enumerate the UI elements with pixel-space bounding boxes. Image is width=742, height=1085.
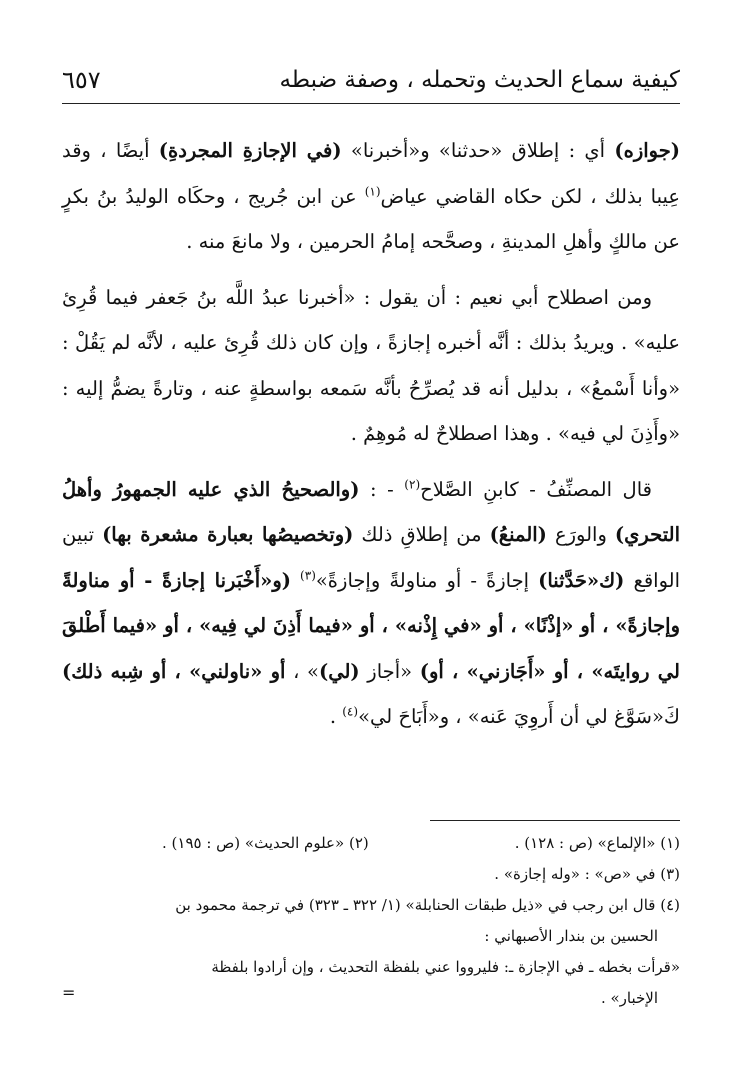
matn-text: (جوازه) <box>614 139 681 162</box>
commentary-text: أي : إطلاق «حدثنا» و«أخبرنا» <box>341 139 615 162</box>
continuation-mark: = <box>62 983 76 1002</box>
header-rule <box>62 103 680 104</box>
matn-text: (لي) <box>318 659 360 683</box>
commentary-text: . <box>329 705 343 728</box>
paragraph-2 <box>62 275 680 457</box>
paragraph-1 <box>62 128 680 265</box>
matn-text: (في الإجازةِ المجردةِ) <box>158 139 342 162</box>
page-header <box>62 60 680 100</box>
footnote-ref: (٣) <box>300 568 316 582</box>
main-text <box>62 128 680 750</box>
footnote-2: (٢) «علوم الحديث» (ص : ١٩٥) . <box>162 834 369 852</box>
matn-text: (والصحيحُ الذي عليه الجمهورُ وأهلُ التحري) <box>62 477 680 546</box>
commentary-text: أيضًا ، وقد عِيبا بذلك ، لكن حكاه القاضي عياض <box>62 139 680 208</box>
footnote-fn3: (٣) في «ص» : «وله إجازة» . <box>494 865 680 883</box>
commentary-text: من إطلاقِ ذلك <box>353 523 490 546</box>
commentary-text: ومن اصطلاح أبي نعيم : أن يقول : «أخبرنا عبدُ اللَّه بنُ جَعفر فيما قُرِئ عليه» . ويريدُ بذلك : أنَّه أخبره إجازةً ، وإن كان ذلك قُرِئ عليه ، لأنَّه لم يَقُلْ : «وأنا أَسْمعُ» ، بدليل أنه قد يُصرِّحُ بأنَّه سَمعه بواسطةٍ عنه ، وتارةً يضمُّ إليه : «وأَذِنَ لي فيه» . وهذا اصطلاحٌ له مُوهِمٌ . <box>62 285 680 445</box>
commentary-text: إجازةً - أو مناولةً وإجازةً» <box>315 568 539 592</box>
commentary-text: والورَع <box>546 523 615 546</box>
footnote-fn4-a: (٤) قال ابن رجب في «ذيل طبقات الحنابلة» (١/ ٣٢٢ ـ ٣٢٣) في ترجمة محمود بن <box>175 896 680 914</box>
footnote-ref: (٤) <box>342 704 359 719</box>
footnote-1: (١) «الإلماع» (ص : ١٢٨) . <box>514 834 680 852</box>
footnote-rule <box>430 820 680 821</box>
matn-text: (و«أَخْبَرنا إجازةً - أو مناولةً وإجازةً» ، أو «إذْنًا» ، أو «في إِذْنه» ، أو «فيما أَذِنَ لي فِيه» ، أو «فيما أَطْلقَ لي روايتَه» ، أو «أَجَازني» ، أو) <box>62 568 680 683</box>
matn-text: (ك«حَدَّثنا) <box>538 568 625 592</box>
commentary-text <box>291 569 300 592</box>
footnote-ref: (١) <box>364 184 381 198</box>
commentary-text: عن ابن جُريج ، وحكَاه الوليدُ بنُ بكرٍ عن مالكٍ وأهلِ المدينةِ ، وصحَّحه إمامُ الحرمين ، ولا مانعَ منه . <box>62 184 680 253</box>
footnotes <box>62 828 680 1014</box>
page-number: ٦٥٧ <box>62 66 101 94</box>
running-title: كيفية سماع الحديث وتحمله ، وصفة ضبطه <box>279 67 680 93</box>
commentary-text: - : <box>359 477 405 501</box>
footnote-row-1-2 <box>62 828 680 859</box>
matn-text: أو «ناولني» ، أو شِبه ذلك) <box>62 659 286 683</box>
commentary-text: تبين الواقع <box>62 523 681 592</box>
matn-text: (المنعُ) <box>489 523 547 546</box>
footnote-ref: (٢) <box>404 477 421 491</box>
commentary-text: » ، <box>285 659 319 683</box>
paragraph-3 <box>62 467 680 740</box>
footnote-fn4-d: الإخبار» . <box>600 989 658 1007</box>
footnote-fn4-b: الحسين بن بندار الأصبهاني : <box>484 927 658 945</box>
commentary-text: كَ«سَوَّغ لي أن أَروِيَ عَنه» ، و«أَبَاحَ لي» <box>358 705 680 728</box>
footnote-fn4-c: «قرأت بخطه ـ في الإجازة ـ: فليرووا عني بلفظة التحديث ، وإن أرادوا بلفظة <box>211 958 680 976</box>
matn-text: (وتخصيصُها بعبارة مشعرة بها) <box>102 523 354 546</box>
commentary-text: «أجاز <box>359 659 420 683</box>
commentary-text: قال المصنِّفُ - كابنِ الصَّلاح <box>420 477 652 501</box>
